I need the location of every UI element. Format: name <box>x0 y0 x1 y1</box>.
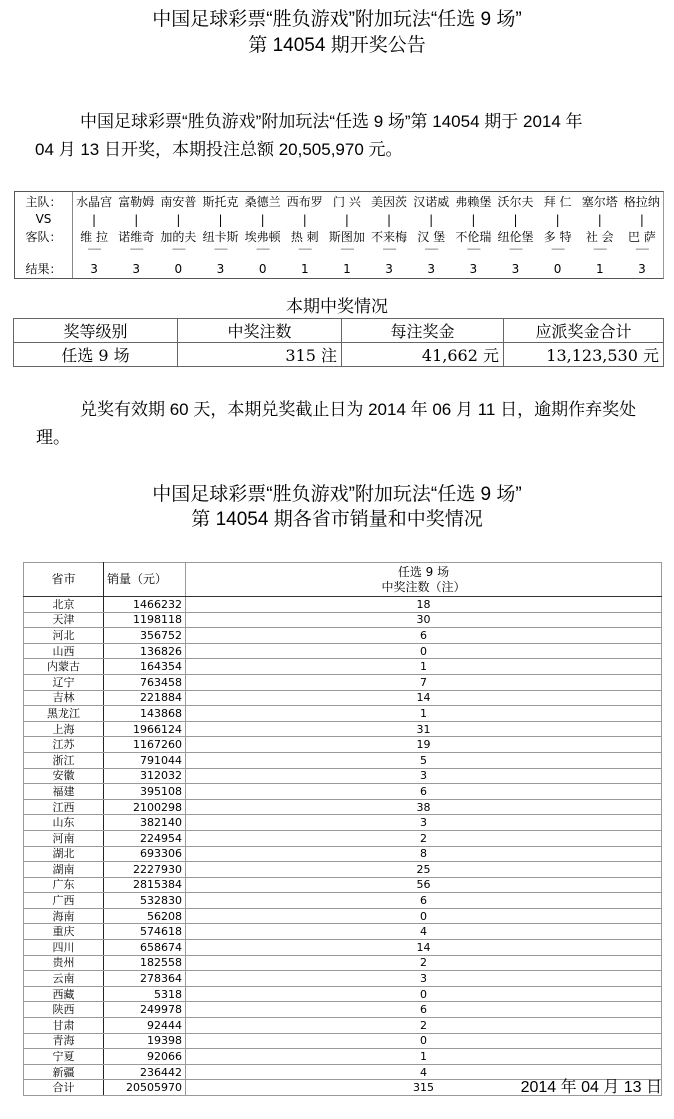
home-team: 弗赖堡 <box>455 195 492 209</box>
match-result: 0 <box>174 262 183 276</box>
province-wins: 6 <box>186 784 662 800</box>
province-row <box>24 955 662 971</box>
vs-separator: | <box>176 213 181 227</box>
away-team: 多 特 <box>543 230 572 244</box>
prize-count: 315 注 <box>178 343 342 367</box>
prize-header-total: 应派奖金合计 <box>504 319 664 343</box>
dash-separator: ----- <box>340 244 354 255</box>
header-wins-line2: 中奖注数（注） <box>381 579 466 594</box>
province-name: 上海 <box>24 721 104 737</box>
province-sales: 532830 <box>104 893 186 909</box>
home-team: 富勒姆 <box>118 195 155 209</box>
province-sales: 221884 <box>104 690 186 706</box>
prize-header-level: 奖等级别 <box>14 319 178 343</box>
province-row <box>24 737 662 753</box>
match-column <box>621 192 663 278</box>
vs-separator: | <box>597 213 602 227</box>
province-name: 陕西 <box>24 1002 104 1018</box>
vs-separator: | <box>302 213 307 227</box>
province-sales: 1167260 <box>104 737 186 753</box>
province-wins: 56 <box>186 877 662 893</box>
province-name: 江西 <box>24 799 104 815</box>
province-sales: 136826 <box>104 643 186 659</box>
vs-separator: | <box>134 213 139 227</box>
province-wins: 6 <box>186 893 662 909</box>
province-name: 黑龙江 <box>24 706 104 722</box>
match-column <box>579 192 621 278</box>
province-sales: 2100298 <box>104 799 186 815</box>
province-name: 新疆 <box>24 1064 104 1080</box>
match-labels <box>15 192 73 278</box>
match-columns <box>73 192 663 278</box>
province-sales: 92444 <box>104 1018 186 1034</box>
away-team: 维 拉 <box>80 230 108 244</box>
province-sales: 356752 <box>104 628 186 644</box>
province-wins: 6 <box>186 1002 662 1018</box>
match-column <box>368 192 410 278</box>
dash-separator: ----- <box>466 244 480 255</box>
province-wins: 6 <box>186 628 662 644</box>
prize-table <box>13 318 664 367</box>
notice-line1: 兑奖有效期 60 天，本期兑奖截止日为 2014 年 06 月 11 日，逾期作弃奖处 <box>80 400 637 419</box>
province-row <box>24 893 662 909</box>
province-sales: 2815384 <box>104 877 186 893</box>
province-row <box>24 1049 662 1065</box>
notice-paragraph <box>36 396 664 452</box>
province-row <box>24 986 662 1002</box>
province-name: 青海 <box>24 1033 104 1049</box>
province-wins: 4 <box>186 924 662 940</box>
province-wins: 0 <box>186 986 662 1002</box>
vs-separator: | <box>260 213 265 227</box>
announcement-title-line2: 第 14054 期开奖公告 <box>248 35 426 56</box>
home-team: 汉诺威 <box>413 195 450 209</box>
dash-separator: ----- <box>256 244 270 255</box>
report-title-line1: 中国足球彩票“胜负游戏”附加玩法“任选 9 场” <box>152 484 522 505</box>
province-row <box>24 1033 662 1049</box>
province-sales: 20505970 <box>104 1080 186 1096</box>
match-column <box>537 192 579 278</box>
away-team: 加的夫 <box>160 230 197 244</box>
province-sales: 236442 <box>104 1064 186 1080</box>
match-result: 3 <box>511 262 520 276</box>
match-column <box>242 192 284 278</box>
province-sales: 182558 <box>104 955 186 971</box>
province-name: 云南 <box>24 971 104 987</box>
province-row <box>24 971 662 987</box>
province-row <box>24 877 662 893</box>
match-result: 3 <box>132 262 141 276</box>
province-wins: 25 <box>186 862 662 878</box>
province-sales: 143868 <box>104 706 186 722</box>
home-team: 格拉纳 <box>623 195 660 209</box>
province-sales: 278364 <box>104 971 186 987</box>
away-team: 热 刺 <box>290 230 319 244</box>
vs-separator: | <box>639 213 644 227</box>
home-team: 西布罗 <box>286 195 323 209</box>
province-name: 广东 <box>24 877 104 893</box>
province-name: 湖北 <box>24 846 104 862</box>
province-wins: 3 <box>186 815 662 831</box>
province-wins: 38 <box>186 799 662 815</box>
away-label: 客队： <box>25 230 62 244</box>
province-name: 内蒙古 <box>24 659 104 675</box>
province-wins: 0 <box>186 908 662 924</box>
province-wins: 30 <box>186 612 662 628</box>
province-row <box>24 1002 662 1018</box>
province-name: 贵州 <box>24 955 104 971</box>
header-wins <box>186 563 662 597</box>
away-team: 社 会 <box>585 230 614 244</box>
province-name: 北京 <box>24 597 104 613</box>
away-team: 纽卡斯 <box>202 230 239 244</box>
match-table <box>14 191 664 279</box>
match-column <box>284 192 326 278</box>
match-column <box>199 192 241 278</box>
header-wins-line1: 任选 9 场 <box>397 564 450 579</box>
province-sales: 1466232 <box>104 597 186 613</box>
province-sales: 791044 <box>104 752 186 768</box>
province-sales: 658674 <box>104 940 186 956</box>
province-wins: 315 <box>186 1080 662 1096</box>
home-team: 塞尔塔 <box>581 195 618 209</box>
province-sales: 164354 <box>104 659 186 675</box>
province-sales: 395108 <box>104 784 186 800</box>
province-name: 河北 <box>24 628 104 644</box>
dash-separator: ----- <box>87 244 101 255</box>
province-sales: 574618 <box>104 924 186 940</box>
dash-separator: ----- <box>129 244 143 255</box>
vs-separator: | <box>555 213 560 227</box>
match-column <box>410 192 452 278</box>
province-wins: 1 <box>186 706 662 722</box>
province-wins: 0 <box>186 1033 662 1049</box>
dash-separator: ----- <box>298 244 312 255</box>
home-team: 沃尔夫 <box>497 195 534 209</box>
province-row <box>24 674 662 690</box>
province-row <box>24 643 662 659</box>
province-name: 湖南 <box>24 862 104 878</box>
prize-header-row <box>14 319 664 343</box>
dash-separator: ----- <box>213 244 228 255</box>
province-wins: 0 <box>186 643 662 659</box>
home-label: 主队： <box>25 195 62 209</box>
province-sales: 249978 <box>104 1002 186 1018</box>
province-row <box>24 752 662 768</box>
dash-separator: ----- <box>171 244 185 255</box>
province-name: 宁夏 <box>24 1049 104 1065</box>
footer-date: 2014 年 04 月 13 日 <box>520 1079 662 1096</box>
province-sales: 5318 <box>104 986 186 1002</box>
province-row <box>24 706 662 722</box>
province-name: 山西 <box>24 643 104 659</box>
province-header-row <box>24 563 662 597</box>
match-result: 3 <box>385 262 393 276</box>
province-sales: 1198118 <box>104 612 186 628</box>
province-wins: 7 <box>186 674 662 690</box>
province-row <box>24 924 662 940</box>
vs-separator: | <box>471 213 476 227</box>
match-result: 0 <box>258 262 267 276</box>
province-row <box>24 799 662 815</box>
home-team: 桑德兰 <box>244 195 281 209</box>
prize-level: 任选 9 场 <box>14 343 178 367</box>
province-name: 河南 <box>24 830 104 846</box>
dash-separator: ----- <box>382 244 396 255</box>
province-name: 甘肃 <box>24 1018 104 1034</box>
match-result: 3 <box>638 262 646 276</box>
match-result: 0 <box>553 262 562 276</box>
province-row <box>24 1018 662 1034</box>
away-team: 不伦瑞 <box>455 230 492 244</box>
province-name: 重庆 <box>24 924 104 940</box>
vs-separator: | <box>344 213 349 227</box>
header-province: 省市 <box>24 563 104 597</box>
home-team: 水晶宫 <box>76 195 113 209</box>
province-wins: 2 <box>186 830 662 846</box>
match-column <box>157 192 199 278</box>
province-table <box>23 562 662 1096</box>
match-result: 3 <box>216 262 225 276</box>
province-row <box>24 784 662 800</box>
province-wins: 14 <box>186 690 662 706</box>
province-row <box>24 628 662 644</box>
report-title-line2: 第 14054 期各省市销量和中奖情况 <box>191 509 483 530</box>
province-sales: 312032 <box>104 768 186 784</box>
province-name: 合计 <box>24 1080 104 1096</box>
province-row <box>24 721 662 737</box>
vs-separator: | <box>218 213 223 227</box>
province-sales: 2227930 <box>104 862 186 878</box>
away-team: 诺维奇 <box>118 230 155 244</box>
province-sales: 92066 <box>104 1049 186 1065</box>
result-label: 结果： <box>25 262 62 276</box>
province-wins: 1 <box>186 1049 662 1065</box>
match-column <box>115 192 157 278</box>
province-row <box>24 862 662 878</box>
match-result: 3 <box>427 262 436 276</box>
vs-label: VS <box>35 212 52 226</box>
prize-row <box>14 343 664 367</box>
province-row <box>24 846 662 862</box>
province-name: 浙江 <box>24 752 104 768</box>
match-result: 1 <box>343 262 351 276</box>
match-result: 1 <box>595 262 604 276</box>
match-column <box>452 192 494 278</box>
province-wins: 8 <box>186 846 662 862</box>
province-wins: 1 <box>186 659 662 675</box>
province-sales: 1966124 <box>104 721 186 737</box>
province-sales: 382140 <box>104 815 186 831</box>
province-wins: 31 <box>186 721 662 737</box>
home-team: 门 兴 <box>333 195 361 209</box>
province-wins: 3 <box>186 971 662 987</box>
home-team: 斯托克 <box>202 195 239 209</box>
prize-caption: 本期中奖情况 <box>286 297 388 316</box>
intro-line2: 04 月 13 日开奖，本期投注总额 20,505,970 元。 <box>35 140 403 159</box>
match-column <box>73 192 115 278</box>
province-sales: 56208 <box>104 908 186 924</box>
province-wins: 18 <box>186 597 662 613</box>
away-team: 汉 堡 <box>417 230 446 244</box>
dash-separator: ----- <box>551 244 565 255</box>
province-wins: 2 <box>186 1018 662 1034</box>
away-team: 巴 萨 <box>627 230 656 244</box>
province-row <box>24 830 662 846</box>
home-team: 南安普 <box>160 195 197 209</box>
away-team: 斯图加 <box>328 230 365 244</box>
announcement-title-line1: 中国足球彩票“胜负游戏”附加玩法“任选 9 场” <box>152 9 522 30</box>
intro-paragraph <box>36 108 664 164</box>
province-name: 安徽 <box>24 768 104 784</box>
away-team: 纽伦堡 <box>497 230 534 244</box>
prize-per-bet: 41,662 元 <box>342 343 504 367</box>
vs-separator: | <box>92 213 97 227</box>
province-name: 福建 <box>24 784 104 800</box>
prize-header-count: 中奖注数 <box>178 319 342 343</box>
province-row <box>24 908 662 924</box>
province-row <box>24 612 662 628</box>
match-result: 3 <box>469 262 478 276</box>
province-sales: 224954 <box>104 830 186 846</box>
province-row <box>24 690 662 706</box>
province-sales: 693306 <box>104 846 186 862</box>
home-team: 拜 仁 <box>543 195 572 209</box>
province-wins: 19 <box>186 737 662 753</box>
province-wins: 4 <box>186 1064 662 1080</box>
match-result: 1 <box>300 262 309 276</box>
prize-total: 13,123,530 元 <box>504 343 664 367</box>
notice-line2: 理。 <box>36 428 70 447</box>
away-team: 不来梅 <box>371 230 408 244</box>
province-name: 四川 <box>24 940 104 956</box>
match-column <box>326 192 368 278</box>
province-name: 广西 <box>24 893 104 909</box>
province-wins: 3 <box>186 768 662 784</box>
province-row <box>24 659 662 675</box>
province-wins: 2 <box>186 955 662 971</box>
province-row <box>24 597 662 613</box>
province-row <box>24 815 662 831</box>
province-name: 山东 <box>24 815 104 831</box>
vs-separator: | <box>387 213 392 227</box>
province-wins: 5 <box>186 752 662 768</box>
province-name: 吉林 <box>24 690 104 706</box>
province-name: 辽宁 <box>24 674 104 690</box>
province-row <box>24 768 662 784</box>
province-wins: 14 <box>186 940 662 956</box>
province-name: 天津 <box>24 612 104 628</box>
province-row <box>24 940 662 956</box>
dash-separator: ----- <box>508 244 522 255</box>
prize-header-per-bet: 每注奖金 <box>342 319 504 343</box>
province-name: 西藏 <box>24 986 104 1002</box>
header-sales: 销量（元） <box>104 563 186 597</box>
home-team: 美因茨 <box>371 195 408 209</box>
vs-separator: | <box>429 213 434 227</box>
dash-separator: ----- <box>424 244 438 255</box>
away-team: 埃弗顿 <box>244 230 281 244</box>
province-name: 江苏 <box>24 737 104 753</box>
province-sales: 763458 <box>104 674 186 690</box>
intro-line1: 中国足球彩票“胜负游戏”附加玩法“任选 9 场”第 14054 期于 2014 年 <box>80 112 583 131</box>
match-result: 3 <box>90 262 98 276</box>
dash-separator: ----- <box>593 244 607 255</box>
province-sales: 19398 <box>104 1033 186 1049</box>
dash-separator: ----- <box>635 244 649 255</box>
province-name: 海南 <box>24 908 104 924</box>
match-column <box>494 192 536 278</box>
vs-separator: | <box>513 213 518 227</box>
